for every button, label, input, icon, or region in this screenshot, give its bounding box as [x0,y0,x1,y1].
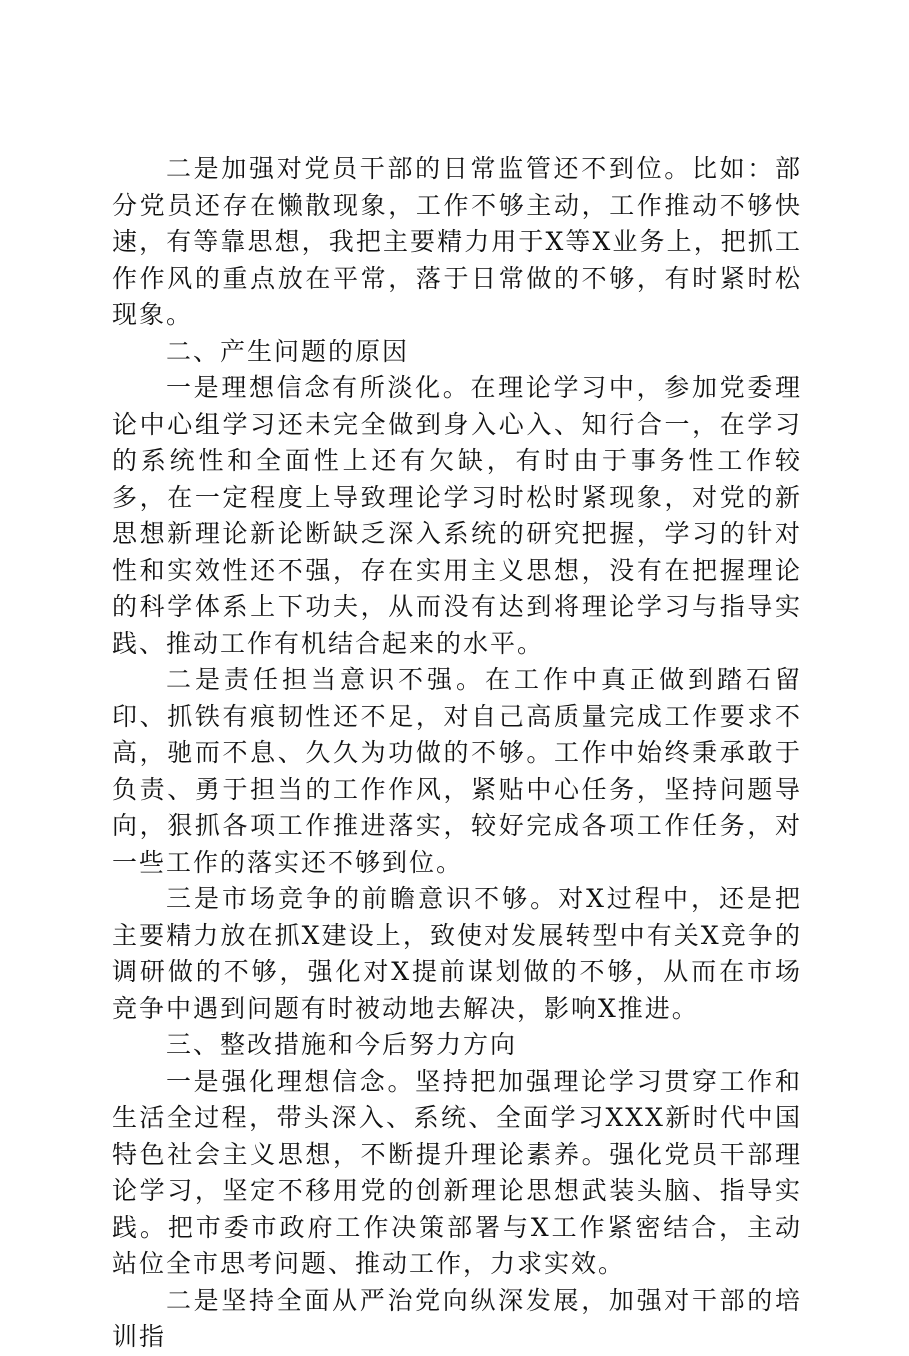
section-heading-measures: 三、整改措施和今后努力方向 [166,1030,518,1059]
paragraph-market-competition: 三是市场竞争的前瞻意识不够。对X过程中，还是把主要精力放在抓X建设上，致使对发展转型中有关X竞争的调研做的不够，强化对X提前谋划做的不够，从而在市场竞争中遇到问题有时被动地去解决，影响X推进。 [112,884,802,1023]
paragraph-strengthen-ideals: 一是强化理想信念。坚持把加强理论学习贯穿工作和生活全过程，带头深入、系统、全面学习XXX新时代中国特色社会主义思想，不断提升理论素养。强化党员干部理论学习，坚定不移用党的创新理论思想武装头脑、指导实践。把市委市政府工作决策部署与X工作紧密结合，主动站位全市思考问题、推动工作，力求实效。 [112,1066,802,1278]
paragraph-party-discipline: 二是坚持全面从严治党向纵深发展，加强对干部的培训指 [112,1285,802,1351]
paragraph-supervision: 二是加强对党员干部的日常监管还不到位。比如：部分党员还存在懒散现象，工作不够主动，工作推动不够快速，有等靠思想，我把主要精力用于X等X业务上，把抓工作作风的重点放在平常，落于日常做的不够，有时紧时松现象。 [112,154,802,329]
paragraph-ideals: 一是理想信念有所淡化。在理论学习中，参加党委理论中心组学习还未完全做到身入心入、知行合一，在学习的系统性和全面性上还有欠缺，有时由于事务性工作较多，在一定程度上导致理论学习时松时紧现象，对党的新思想新理论新论断缺乏深入系统的研究把握，学习的针对性和实效性还不强，存在实用主义思想，没有在把握理论的科学体系上下功夫，从而没有达到将理论学习与指导实践、推动工作有机结合起来的水平。 [112,373,802,658]
section-heading-causes: 二、产生问题的原因 [166,336,410,366]
paragraph-responsibility: 二是责任担当意识不强。在工作中真正做到踏石留印、抓铁有痕韧性还不足，对自己高质量完成工作要求不高，驰而不息、久久为功做的不够。工作中始终秉承敢于负责、勇于担当的工作作风，紧贴中心任务，坚持问题导向，狠抓各项工作推进落实，较好完成各项工作任务，对一些工作的落实还不够到位。 [112,665,802,877]
document-body [112,151,802,1356]
